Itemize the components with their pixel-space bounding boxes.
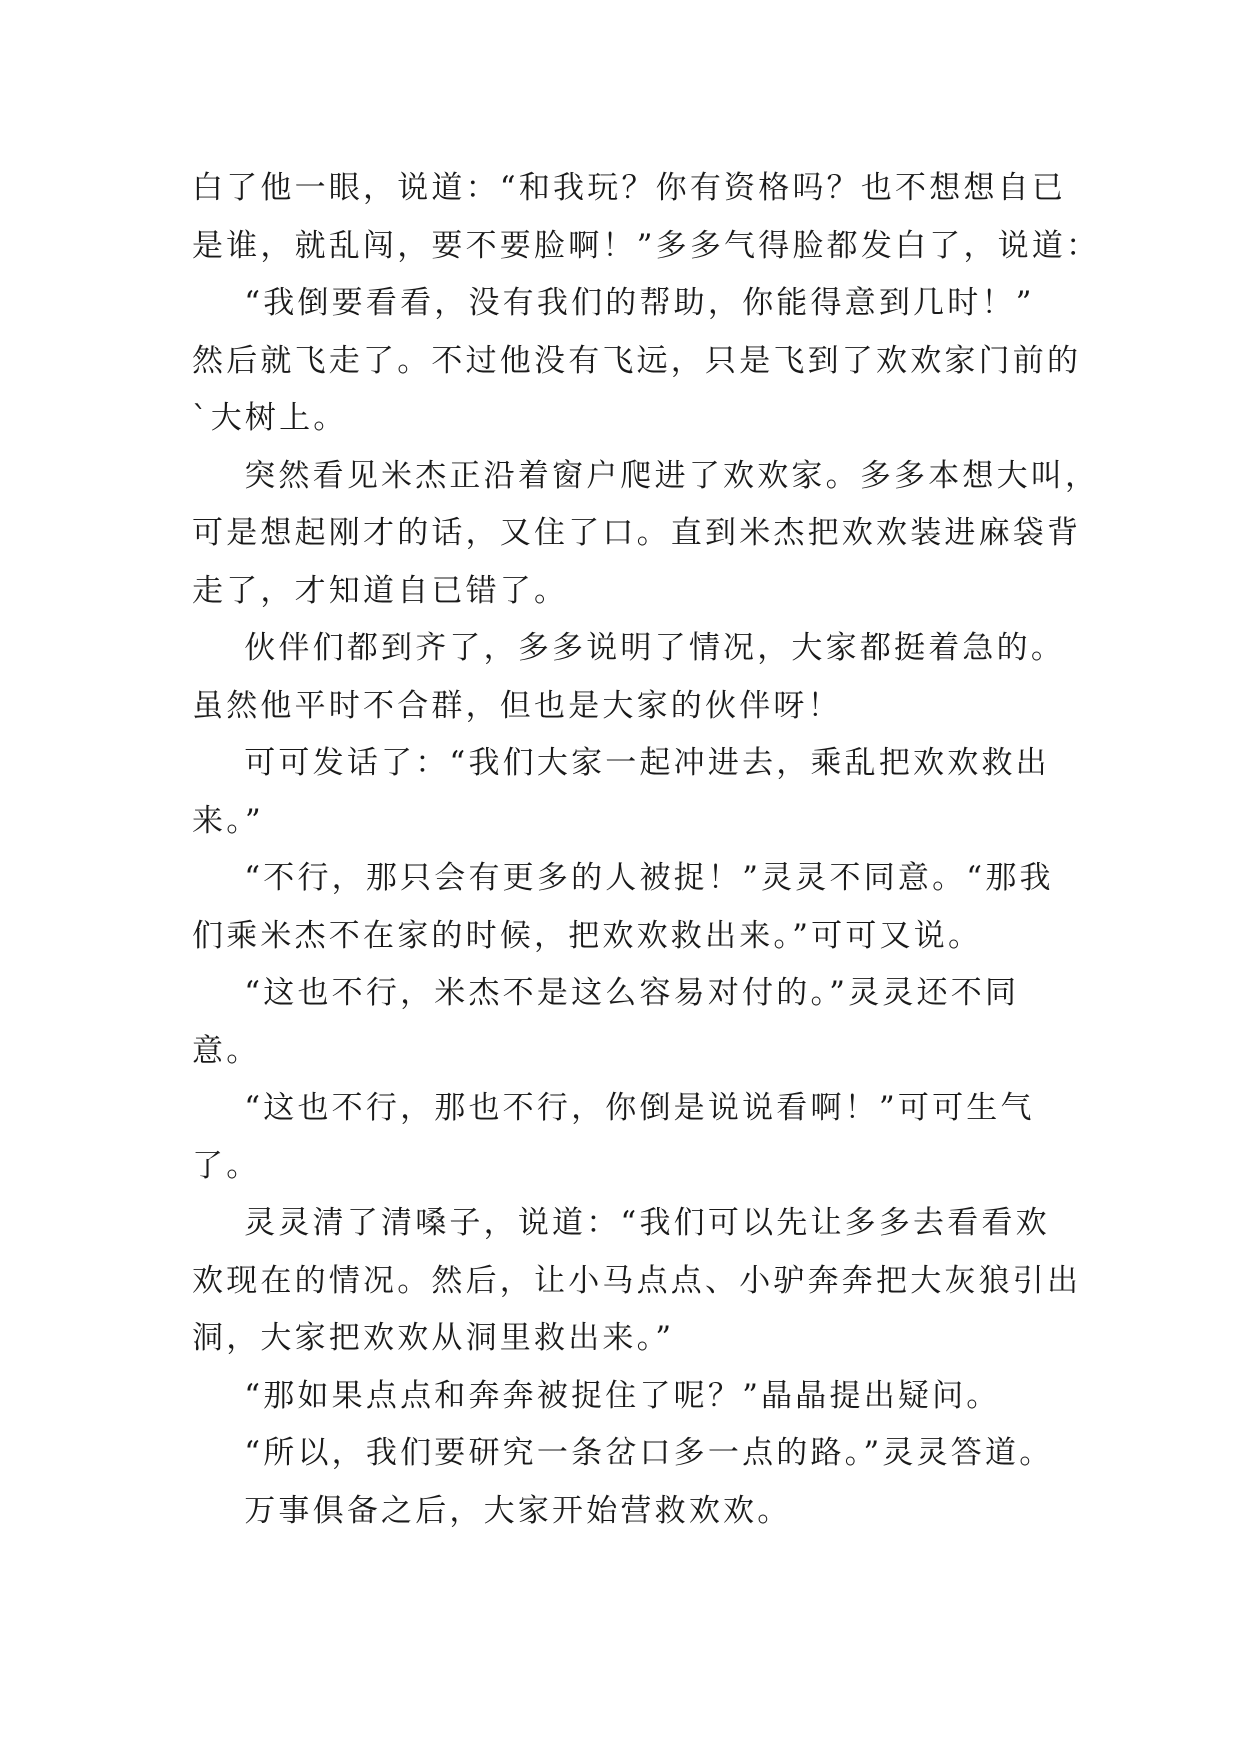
text-line: “我倒要看看，没有我们的帮助，你能得意到几时！” [192, 285, 1035, 321]
text-line: 意。 [192, 1032, 261, 1069]
text-line: “这也不行，米杰不是这么容易对付的。”灵灵还不同 [192, 975, 1020, 1011]
text-line: “那如果点点和奔奔被捉住了呢？”晶晶提出疑问。 [192, 1377, 1001, 1414]
text-line: 洞，大家把欢欢从洞里救出来。” [192, 1320, 675, 1356]
text-line: 伙伴们都到齐了，多多说明了情况，大家都挺着急的。 [192, 630, 1066, 666]
text-line: 可可发话了：“我们大家一起冲进去，乘乱把欢欢救出 [192, 745, 1050, 781]
text-line: 是谁，就乱闯，要不要脸啊！”多多气得脸都发白了，说道： [192, 227, 1101, 264]
text-line: 来。” [192, 802, 264, 839]
text-line: 可是想起刚才的话，又住了口。直到米杰把欢欢装进麻袋背 [192, 515, 1082, 551]
text-line: 走了，才知道自已错了。 [192, 572, 569, 609]
text-line: 灵灵清了清嗓子，说道：“我们可以先让多多去看看欢 [192, 1205, 1050, 1241]
text-line: `大树上。 [192, 400, 348, 436]
text-line: 然后就飞走了。不过他没有飞远，只是飞到了欢欢家门前的 [192, 342, 1082, 379]
story-text [192, 160, 1101, 1540]
text-line: 突然看见米杰正沿着窗户爬进了欢欢家。多多本想大叫， [192, 457, 1100, 494]
text-line: 们乘米杰不在家的时候，把欢欢救出来。”可可又说。 [192, 917, 983, 954]
text-line: 了。 [192, 1147, 261, 1184]
text-line: “所以，我们要研究一条岔口多一点的路。”灵灵答道。 [192, 1435, 1054, 1471]
text-line: 白了他一眼，说道：“和我玩？你有资格吗？也不想想自已 [192, 170, 1067, 206]
text-line: 欢现在的情况。然后，让小马点点、小驴奔奔把大灰狼引出 [192, 1262, 1082, 1299]
text-line: 万事俱备之后，大家开始营救欢欢。 [192, 1492, 792, 1529]
text-line: “这也不行，那也不行，你倒是说说看啊！”可可生气 [192, 1090, 1035, 1126]
text-line: 虽然他平时不合群，但也是大家的伙伴呀！ [192, 687, 842, 724]
text-line: “不行，那只会有更多的人被捉！”灵灵不同意。“那我 [192, 860, 1054, 896]
